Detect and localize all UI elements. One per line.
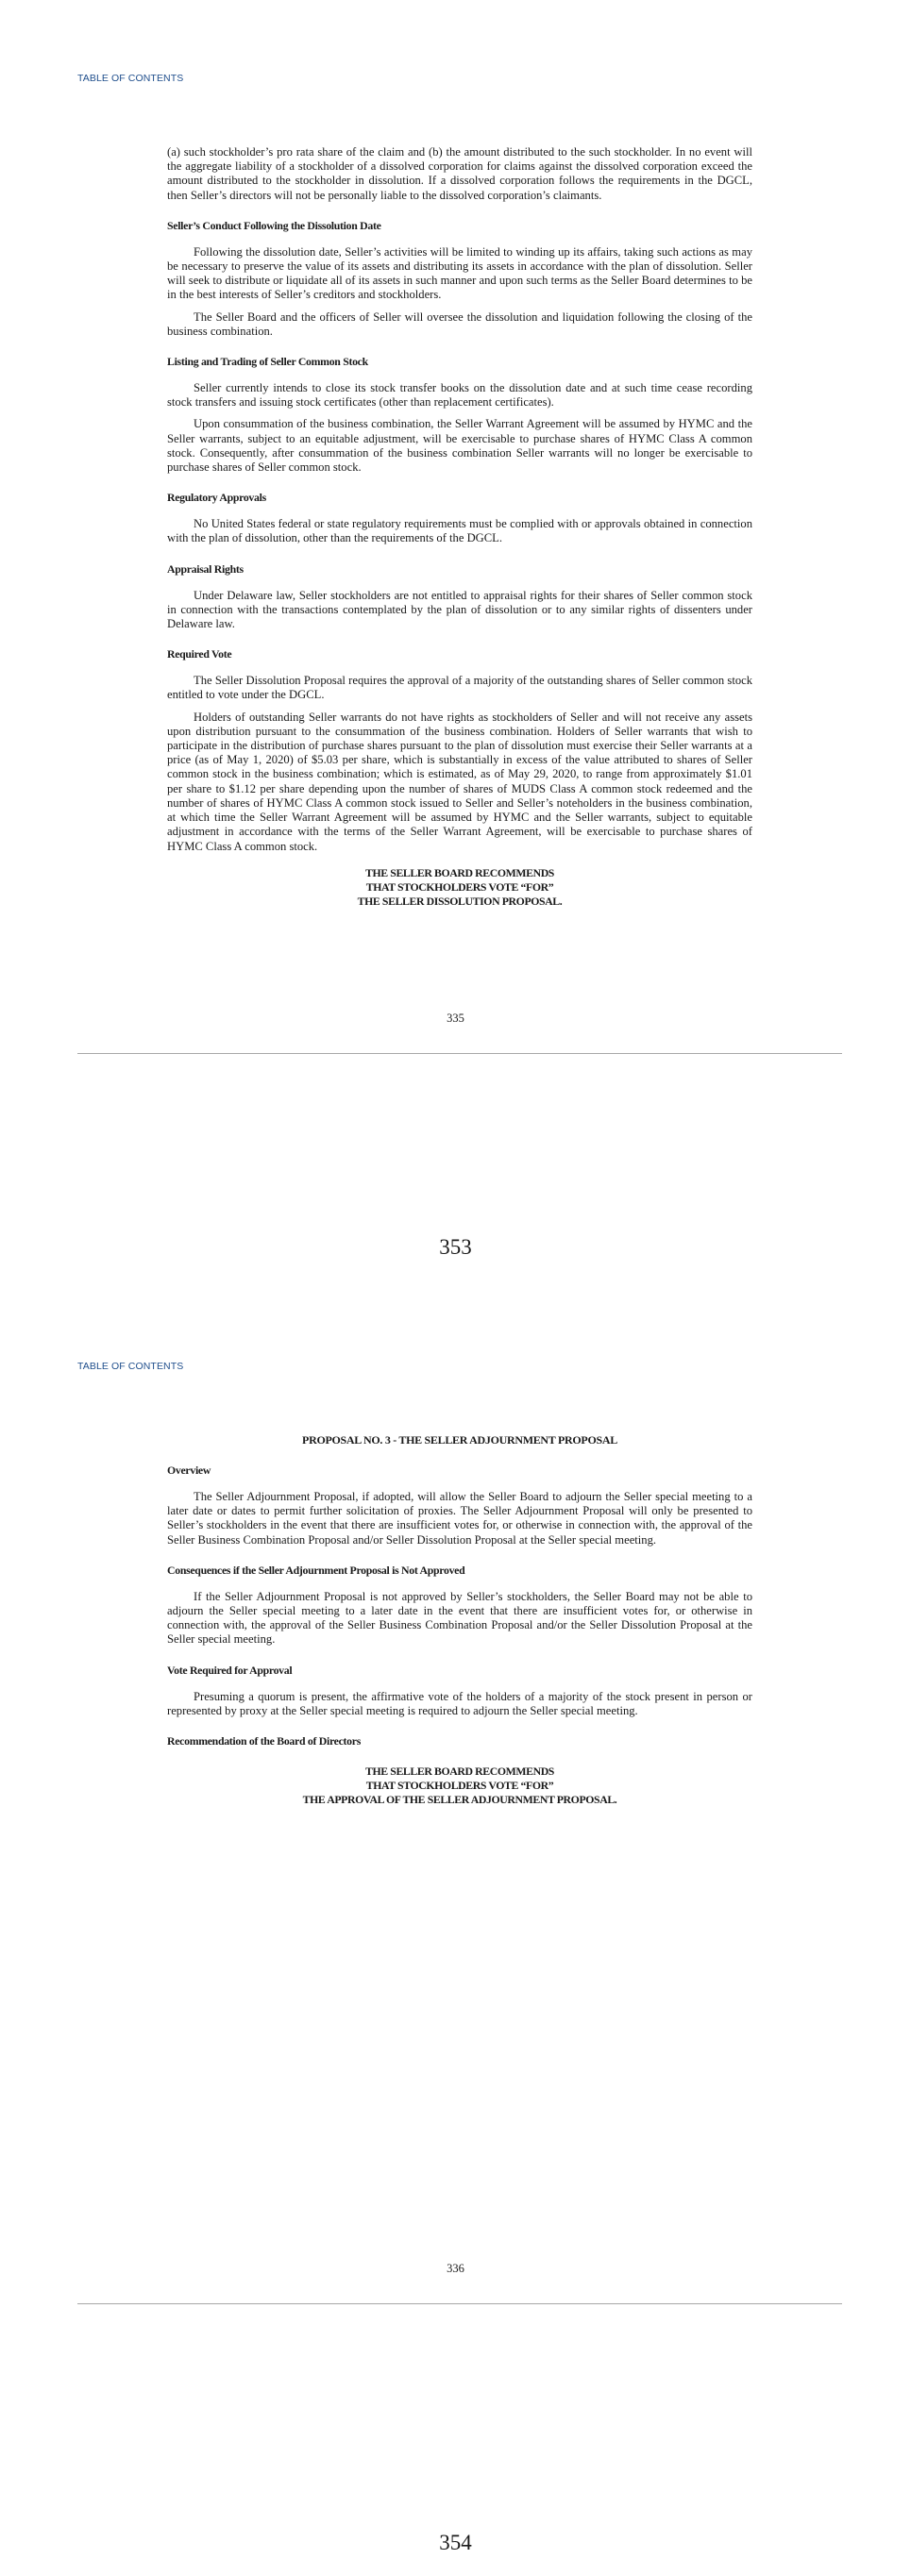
section-heading: Overview: [167, 1464, 211, 1477]
body-paragraph: Seller currently intends to close its stock transfer books on the dissolution date and at such time cease recording stock transfers and issuing stock certificates (other than replacement certificates).: [167, 381, 752, 410]
recommendation-line: THE SELLER DISSOLUTION PROPOSAL.: [357, 894, 563, 908]
section-heading: Regulatory Approvals: [167, 491, 266, 505]
page-divider: [77, 2303, 842, 2304]
recommendation-line: THE APPROVAL OF THE SELLER ADJOURNMENT PROPOSAL.: [302, 1793, 617, 1807]
page-number: 336: [447, 2262, 464, 2275]
body-paragraph: Under Delaware law, Seller stockholders are not entitled to appraisal rights for their shares of Seller common stock in connection with the transactions contemplated by the plan of dissolution or to any similar rights of dissenters under Delaware law.: [167, 588, 752, 631]
section-heading: Seller’s Conduct Following the Dissolution Date: [167, 218, 381, 232]
page-content: [167, 145, 752, 909]
sequence-number: 353: [439, 1235, 472, 1259]
body-paragraph: Upon consummation of the business combination, the Seller Warrant Agreement will be assumed by HYMC and the Seller warrants, subject to an equitable adjustment, will be exercisable to purchase shares of HYMC Class A common stock. Consequently, after consummation of the business combination Seller warrants will no longer be exercisable to purchase shares of Seller common stock.: [167, 417, 752, 475]
page-number: 335: [447, 1012, 464, 1025]
body-paragraph: Following the dissolution date, Seller’s activities will be limited to winding up its affairs, taking such actions as may be necessary to preserve the value of its assets and distributing its assets in accordance with the plan of dissolution. Seller will seek to distribute or liquidate all of its assets in such manner and upon such terms as the Seller Board determines to be in the best interests of Seller’s creditors and stockholders.: [167, 244, 752, 302]
recommendation-line: THE SELLER BOARD RECOMMENDS: [365, 1765, 554, 1779]
section-heading: Vote Required for Approval: [167, 1663, 293, 1677]
sequence-number: 354: [439, 2531, 472, 2554]
body-paragraph: Presuming a quorum is present, the affirmative vote of the holders of a majority of the stock present in person or represented by proxy at the Seller special meeting is required to adjourn the Seller special meeting.: [167, 1689, 752, 1717]
recommendation-line: THAT STOCKHOLDERS VOTE “FOR”: [365, 1779, 554, 1793]
section-heading: Recommendation of the Board of Directors: [167, 1734, 361, 1748]
board-recommendation: [167, 866, 752, 909]
body-paragraph: No United States federal or state regulatory requirements must be complied with or approvals obtained in connection with the plan of dissolution, other than the requirements of the DGCL.: [167, 517, 752, 545]
body-paragraph: Holders of outstanding Seller warrants do not have rights as stockholders of Seller and will not receive any assets upon distribution pursuant to the consummation of the business combination. Holders of Seller warrants that wish to participate in the distribution of purchase shares pursuant to the plan of dissolution must exercise their Seller warrants at a price (as of May 1, 2020) of $5.03 per share, which is substantially in excess of the value attributed to shares of Seller common stock in the business combination; which is estimated, as of May 29, 2020, to range from approximately $1.01 per share to $1.12 per share depending upon the number of shares of MUDS Class A common stock redeemed and the number of shares of HYMC Class A common stock issued to Seller and Seller’s noteholders in the business combination, at which time the Seller Warrant Agreement will be assumed by HYMC and the Seller warrants, subject to equitable adjustment in accordance with the terms of the Seller Warrant Agreement, will be exercisable to purchase shares of HYMC Class A common stock.: [167, 710, 752, 853]
recommendation-line: THE SELLER BOARD RECOMMENDS: [365, 865, 554, 879]
section-heading: Required Vote: [167, 647, 232, 661]
document-page-336: [0, 1321, 911, 2576]
section-heading: Consequences if the Seller Adjournment Proposal is Not Approved: [167, 1563, 465, 1577]
board-recommendation: [167, 1765, 752, 1807]
page-divider: [77, 1053, 842, 1054]
page-content: [167, 1433, 752, 1807]
recommendation-line: THAT STOCKHOLDERS VOTE “FOR”: [365, 879, 554, 894]
table-of-contents-link[interactable]: TABLE OF CONTENTS: [77, 1361, 184, 1372]
body-paragraph: The Seller Adjournment Proposal, if adopted, will allow the Seller Board to adjourn the Seller special meeting to a later date or dates to permit further solicitation of proxies. The Seller Adjournment Proposal will only be presented to Seller’s stockholders in the event that there are insufficient votes for, or otherwise in connection with, the approval of the Seller Business Combination Proposal and/or Seller Dissolution Proposal at the Seller special meeting.: [167, 1490, 752, 1547]
body-paragraph: The Seller Board and the officers of Seller will oversee the dissolution and liquidation following the closing of the business combination.: [167, 309, 752, 338]
proposal-title: PROPOSAL NO. 3 - THE SELLER ADJOURNMENT PROPOSAL: [302, 1433, 617, 1447]
intro-paragraph: (a) such stockholder’s pro rata share of the claim and (b) the amount distributed to the such stockholder. In no event will the aggregate liability of a stockholder of a dissolved corporation for claims against the dissolved corporation exceed the amount distributed to the stockholder in dissolution. If a dissolved corporation follows the requirements in the DGCL, then Seller’s directors will not be personally liable to the dissolved corporation’s claimants.: [167, 145, 752, 202]
section-heading: Appraisal Rights: [167, 561, 244, 576]
section-heading: Listing and Trading of Seller Common Stock: [167, 355, 368, 369]
table-of-contents-link[interactable]: TABLE OF CONTENTS: [77, 73, 184, 84]
body-paragraph: If the Seller Adjournment Proposal is not approved by Seller’s stockholders, the Seller Board may not be able to adjourn the Seller special meeting to a later date in the event that there are insufficient votes for, or otherwise in connection with, the approval of the Seller Business Combination Proposal and/or the Seller Dissolution Proposal at the Seller special meeting.: [167, 1589, 752, 1647]
body-paragraph: The Seller Dissolution Proposal requires the approval of a majority of the outstanding shares of Seller common stock entitled to vote under the DGCL.: [167, 674, 752, 702]
